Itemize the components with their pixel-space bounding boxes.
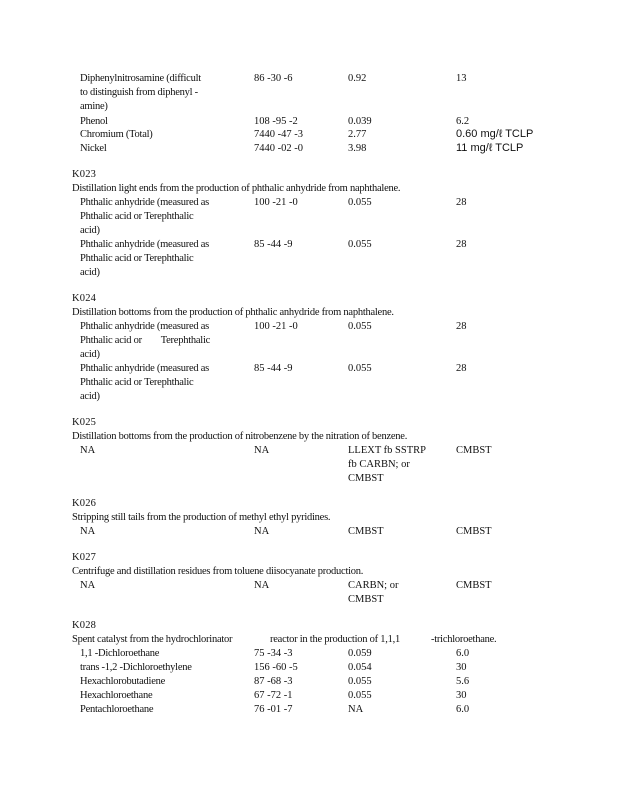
waste-description-part: -trichloroethane. (431, 634, 497, 645)
constituent-name: Hexachloroethane (80, 690, 153, 701)
constituent-name-line: acid) (80, 267, 100, 278)
constituent-name-line: acid) (80, 225, 100, 236)
nonwastewater-standard: CMBST (456, 580, 492, 591)
constituent-name-line: Phthalic acid or Terephthalic (80, 377, 194, 388)
cas-number: 75 -34 -3 (254, 648, 293, 659)
cas-number: 7440 -47 -3 (254, 129, 303, 140)
nonwastewater-standard: 28 (456, 197, 467, 208)
constituent-name-line: Phthalic anhydride (measured as (80, 239, 209, 250)
cas-number: 85 -44 -9 (254, 239, 293, 250)
nonwastewater-standard: 28 (456, 321, 467, 332)
constituent-name-line: Phthalic anhydride (measured as (80, 321, 209, 332)
wastewater-standard: 0.92 (348, 73, 367, 84)
nonwastewater-standard: 6.2 (456, 116, 470, 127)
nonwastewater-standard: 5.6 (456, 676, 470, 687)
waste-code: K028 (72, 620, 97, 631)
wastewater-standard-line: fb CARBN; or (348, 459, 410, 470)
constituent-name-line: amine) (80, 101, 108, 112)
wastewater-standard: 0.055 (348, 239, 372, 250)
waste-description-part: reactor in the production of 1,1,1 (270, 634, 400, 645)
nonwastewater-standard: 28 (456, 363, 467, 374)
waste-description: Distillation bottoms from the production of nitrobenzene by the nitration of benzene. (72, 431, 408, 442)
wastewater-standard-line: LLEXT fb SSTRP (348, 445, 426, 456)
constituent-name: NA (80, 526, 96, 537)
wastewater-standard: 0.055 (348, 690, 372, 701)
constituent-name: NA (80, 445, 96, 456)
waste-code: K025 (72, 417, 97, 428)
wastewater-standard: 0.055 (348, 676, 372, 687)
wastewater-standard-line: CMBST (348, 473, 384, 484)
waste-code: K023 (72, 169, 97, 180)
wastewater-standard: 3.98 (348, 143, 367, 154)
nonwastewater-standard: 6.0 (456, 704, 470, 715)
constituent-name: Hexachlorobutadiene (80, 676, 166, 687)
wastewater-standard: 0.055 (348, 321, 372, 332)
cas-number: NA (254, 445, 270, 456)
wastewater-standard: NA (348, 704, 364, 715)
constituent-name: Pentachloroethane (80, 704, 154, 715)
constituent-name-line: acid) (80, 391, 100, 402)
cas-number: 76 -01 -7 (254, 704, 293, 715)
nonwastewater-standard: 30 (456, 690, 467, 701)
constituent-name-line: Phthalic acid or Terephthalic (80, 253, 194, 264)
constituent-name-line: Diphenylnitrosamine (difficult (80, 73, 201, 84)
waste-code: K024 (72, 293, 97, 304)
constituent-name: Phenol (80, 116, 108, 127)
wastewater-standard: CMBST (348, 526, 384, 537)
cas-number: 86 -30 -6 (254, 73, 293, 84)
wastewater-standard: 0.055 (348, 197, 372, 208)
constituent-name: Nickel (80, 143, 107, 154)
cas-number: 7440 -02 -0 (254, 143, 303, 154)
waste-description: Centrifuge and distillation residues from toluene diisocyanate production. (72, 566, 364, 577)
cas-number: 108 -95 -2 (254, 116, 298, 127)
nonwastewater-standard: 28 (456, 239, 467, 250)
cas-number: NA (254, 580, 270, 591)
wastewater-standard-line: CARBN; or (348, 580, 399, 591)
constituent-name-line: Phthalic anhydride (measured as (80, 363, 209, 374)
nonwastewater-standard: 30 (456, 662, 467, 673)
wastewater-standard: 0.055 (348, 363, 372, 374)
constituent-name-line: acid) (80, 349, 100, 360)
constituent-name: 1,1 -Dichloroethane (80, 648, 160, 659)
constituent-name-line: Phthalic acid or Terephthalic (80, 211, 194, 222)
cas-number: 100 -21 -0 (254, 197, 298, 208)
wastewater-standard: 0.054 (348, 662, 372, 673)
nonwastewater-standard: CMBST (456, 445, 492, 456)
waste-description: Distillation bottoms from the production of phthalic anhydride from naphthalene. (72, 307, 394, 318)
waste-description: Distillation light ends from the production of phthalic anhydride from naphthalene. (72, 183, 401, 194)
constituent-name: NA (80, 580, 96, 591)
cas-number: 156 -60 -5 (254, 662, 298, 673)
wastewater-standard: 0.059 (348, 648, 372, 659)
nonwastewater-standard: 11 mg/ℓ TCLP (456, 142, 524, 154)
cas-number: 67 -72 -1 (254, 690, 293, 701)
wastewater-standard-line: CMBST (348, 594, 384, 605)
waste-code: K027 (72, 552, 97, 563)
nonwastewater-standard: 0.60 mg/ℓ TCLP (456, 128, 534, 140)
nonwastewater-standard: CMBST (456, 526, 492, 537)
nonwastewater-standard: 6.0 (456, 648, 470, 659)
nonwastewater-standard: 13 (456, 73, 467, 84)
constituent-name-line: Phthalic anhydride (measured as (80, 197, 209, 208)
waste-code: K026 (72, 498, 97, 509)
constituent-name: Chromium (Total) (80, 129, 153, 140)
constituent-name-line: to distinguish from diphenyl - (80, 87, 198, 98)
cas-number: 87 -68 -3 (254, 676, 293, 687)
cas-number: NA (254, 526, 270, 537)
wastewater-standard: 0.039 (348, 116, 372, 127)
constituent-name: trans -1,2 -Dichloroethylene (80, 662, 192, 673)
waste-description-part: Spent catalyst from the hydrochlorinator (72, 634, 233, 645)
constituent-name-line: Phthalic acid or Terephthalic (80, 335, 211, 346)
cas-number: 85 -44 -9 (254, 363, 293, 374)
cas-number: 100 -21 -0 (254, 321, 298, 332)
waste-description: Stripping still tails from the production of methyl ethyl pyridines. (72, 512, 331, 523)
wastewater-standard: 2.77 (348, 129, 367, 140)
